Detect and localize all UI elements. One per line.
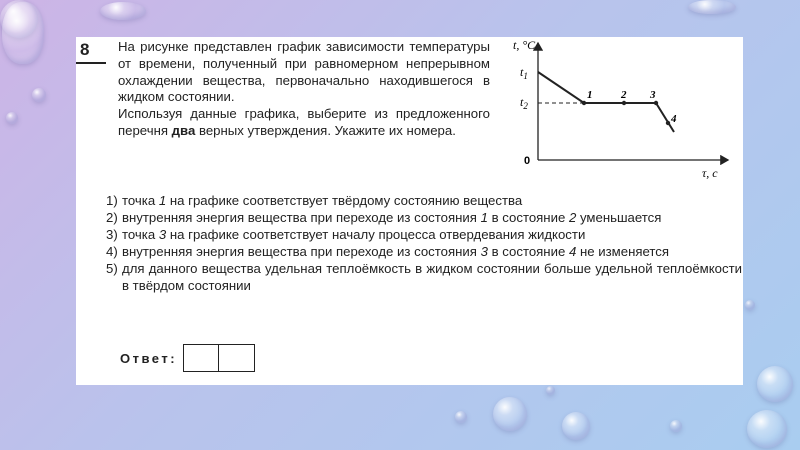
intro-text: верных утверждения. Укажите их номера. [195, 122, 456, 138]
decorative-bubble [747, 410, 787, 448]
answer-options-list [106, 193, 742, 294]
task-slide [76, 37, 743, 385]
option-5 [106, 261, 742, 295]
answer-cell-2[interactable] [219, 344, 255, 372]
point-2 [622, 101, 626, 105]
intro-paragraph-1: На рисунке представлен график зависимости температуры от времени, полученный при равномерном непрерывном охлаждении вещества, первоначально находившегося в жидком состоянии. [118, 39, 490, 105]
decorative-bubble [670, 420, 682, 432]
decorative-bubble [562, 412, 590, 440]
decorative-bubble [2, 2, 44, 64]
origin-label: 0 [524, 155, 531, 167]
task-number-underline [76, 62, 106, 64]
option-3 [106, 227, 742, 244]
task-number: 8 [80, 40, 90, 59]
answer-label: Ответ: [120, 350, 178, 366]
intro-paragraph-2 [118, 106, 490, 140]
task-intro [118, 39, 490, 140]
decorative-bubble [6, 112, 18, 124]
option-number: 5) [106, 260, 118, 276]
decorative-bubble [100, 2, 146, 20]
decorative-bubble [32, 88, 46, 102]
point-3 [654, 101, 658, 105]
point-2-label: 2 [621, 89, 627, 101]
option-number: 1) [106, 193, 118, 208]
cooling-curve [538, 72, 674, 132]
t1-label: $t_1$ [520, 65, 528, 81]
t2-label: $t_2$ [520, 95, 528, 111]
decorative-bubble [493, 397, 527, 431]
point-1 [582, 101, 586, 105]
intro-emphasis: два [171, 122, 196, 138]
option-number: 4) [106, 243, 118, 259]
point-3-label: 3 [650, 89, 656, 101]
intro-text: Используя данные графика, выберите из предложенного перечня [118, 106, 490, 138]
option-text: для данного вещества удельная теплоёмкость в жидком состоянии больше удельной теплоёмкости в твёрдом состоянии [122, 260, 742, 293]
answer-cell-1[interactable] [183, 344, 219, 372]
decorative-bubble [745, 300, 755, 310]
point-4-label: 4 [671, 113, 677, 125]
option-4 [106, 244, 742, 261]
option-text: внутренняя энергия вещества при переходе из состояния 1 в состояние 2 уменьшается [122, 209, 662, 225]
option-text: точка 3 на графике соответствует началу процесса отвердевания жидкости [122, 226, 586, 242]
option-number: 3) [106, 226, 118, 242]
option-2 [106, 210, 742, 227]
option-text: точка 1 на графике соответствует твёрдому состоянию вещества [122, 193, 523, 208]
point-1-label: 1 [587, 89, 593, 101]
point-4 [666, 121, 670, 125]
decorative-bubble [546, 386, 555, 395]
answer-section [120, 344, 255, 372]
decorative-bubble [757, 366, 793, 402]
option-number: 2) [106, 209, 118, 225]
option-1 [106, 193, 742, 210]
x-axis-label: τ, с [702, 166, 718, 180]
decorative-bubble [455, 411, 467, 423]
option-text: внутренняя энергия вещества при переходе из состояния 3 в состояние 4 не изменяется [122, 243, 670, 259]
y-axis-label: t, °C [513, 38, 536, 52]
temperature-time-graph [508, 37, 740, 187]
decorative-bubble [688, 0, 736, 14]
